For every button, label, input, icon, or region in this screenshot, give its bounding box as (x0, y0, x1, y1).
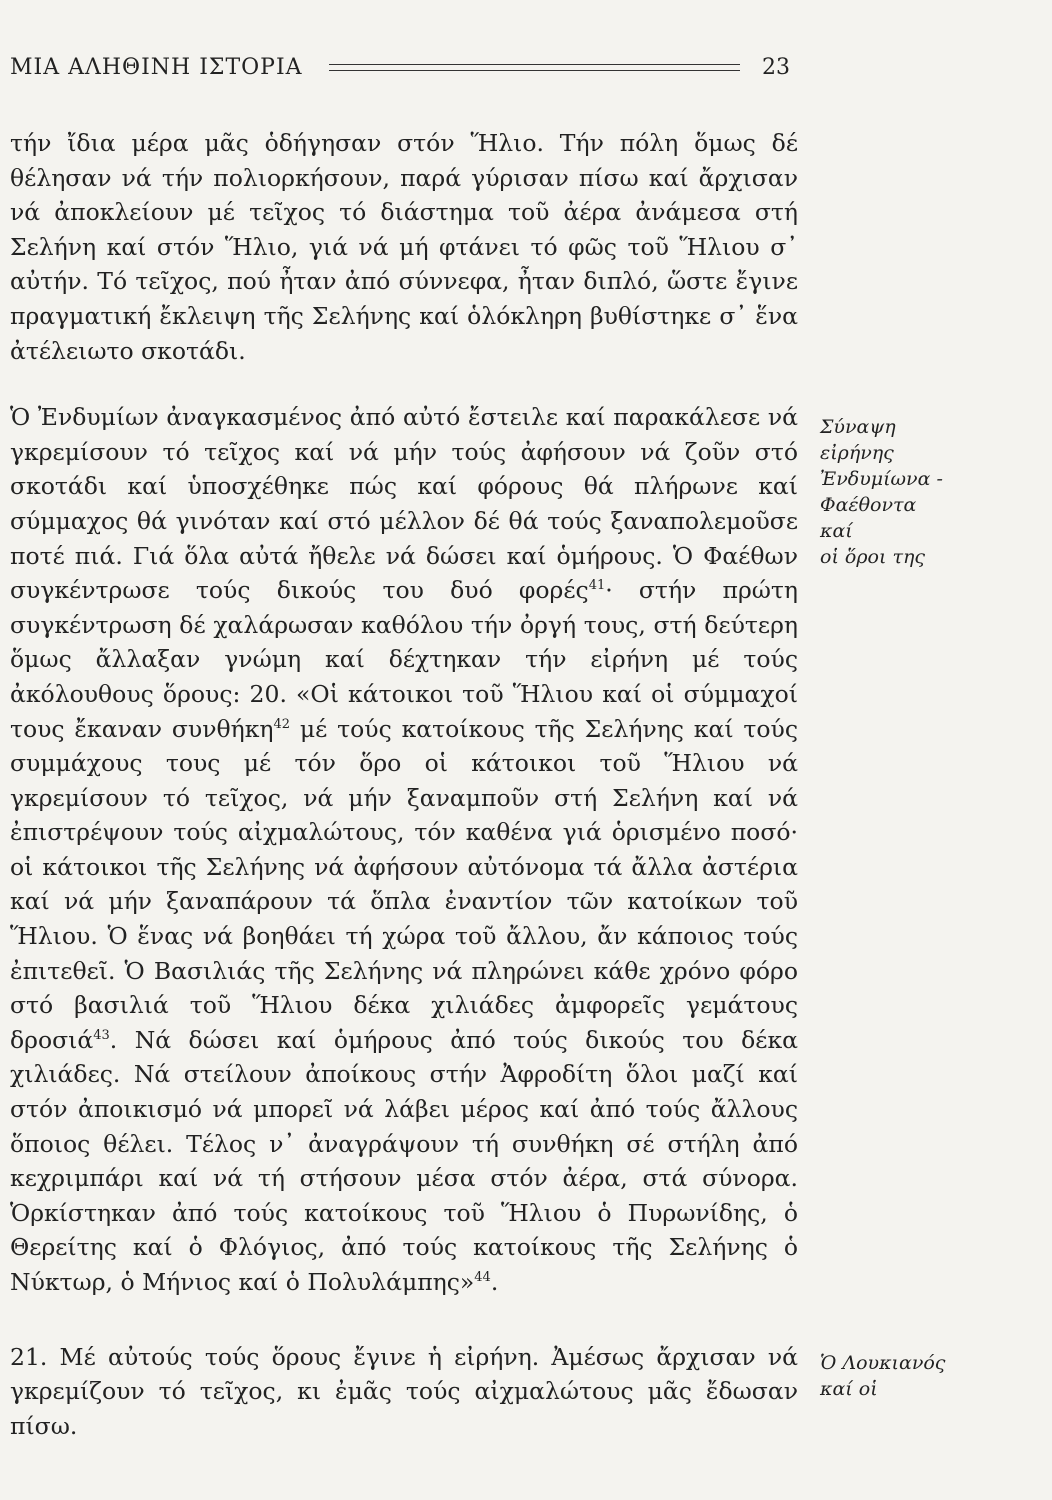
paragraph-2-part-4: . Νά δώσει καί ὁμήρους ἀπό τούς δικούς του δέκα χιλιάδες. Νά στείλουν ἀποίκους στήν Ἀφροδίτη ὅλοι μαζί καί στόν ἀποικισμό νά μπορεῖ νά λάβει μέρος καί ἀπό τούς ἄλλους ὅποιος θέλει. Τέλος ν᾽ ἀναγράψουν τή συνθήκη σέ στήλη ἀπό κεχριμπάρι καί νά τή στήσουν μέσα στόν ἀέρα, στά σύνορα. Ὁρκίστηκαν ἀπό τούς κατοίκους τοῦ Ἥλιου ὁ Πυρωνίδης, ὁ Θερείτης καί ὁ Φλόγιος, ἀπό τούς κατοίκους τῆς Σελήνης ὁ Νύκτωρ, ὁ Μήνιος καί ὁ Πολυλάμπης» (10, 1025, 798, 1296)
paragraph-2-part-3: μέ τούς κατοίκους τῆς Σελήνης καί τούς συμμάχους τους μέ τόν ὅρο οἱ κάτοικοι τοῦ Ἥλιου νά γκρεμίσουν τό τεῖχος, νά μήν ξαναμποῦν στή Σελήνη καί νά ἐπιστρέψουν τούς αἰχμαλώτους, τόν καθένα γιά ὁρισμένο ποσό· οἱ κάτοικοι τῆς Σελήνης νά ἀφήσουν αὐτόνομα τά ἄλλα ἀστέρια καί νά μήν ξαναπάρουν τά ὅπλα ἐναντίον τῶν κατοίκων τοῦ Ἥλιου. Ὁ ἕνας νά βοηθάει τή χώρα τοῦ ἄλλου, ἄν κάποιος τούς ἐπιτεθεῖ. Ὁ Βασιλιάς τῆς Σελήνης νά πληρώνει κάθε χρόνο φόρο στό βασιλιά τοῦ Ἥλιου δέκα χιλιάδες ἀμφορεῖς γεμάτους δροσιά (10, 714, 798, 1054)
running-title: ΜΙΑ ΑΛΗΘΙΝΗ ΙΣΤΟΡΙΑ (10, 54, 303, 80)
header-rule (329, 64, 740, 71)
margin-note-line: οἱ ὅροι της (820, 546, 926, 568)
paragraph-2 (10, 400, 798, 1299)
margin-note-line: εἰρήνης (820, 442, 894, 464)
margin-note-line: Ὁ Λουκιανός (820, 1352, 946, 1374)
margin-note-line: Σύναψη (820, 416, 896, 438)
margin-note-lucian (820, 1350, 1020, 1402)
margin-note-line: καί οἱ (820, 1378, 878, 1400)
margin-note-peace-treaty (820, 414, 1020, 570)
margin-note-line: καί (820, 520, 853, 542)
margin-note-line: Ἐνδυμίωνα - (820, 468, 943, 490)
footnote-ref-41: 41 (588, 578, 606, 594)
paragraph-3: 21. Μέ αὐτούς τούς ὅρους ἔγινε ἡ εἰρήνη. Ἀμέσως ἄρχισαν νά γκρεμίζουν τό τεῖχος, κι ἐμᾶς τούς αἰχμαλώτους μᾶς ἔδωσαν πίσω. (10, 1342, 798, 1440)
paragraph-2-part-1: Ὁ Ἐνδυμίων ἀναγκασμένος ἀπό αὐτό ἔστειλε καί παρακάλεσε νά γκρεμίσουν τό τεῖχος καί νά μήν τούς ἀφήσουν νά ζοῦν στό σκοτάδι καί ὑποσχέθηκε πώς καί φόρους θά πλήρωνε καί σύμμαχος θά γινόταν καί στό μέλλον δέ θά τούς ξαναπολεμοῦσε ποτέ πιά. Γιά ὅλα αὐτά ἤθελε νά δώσει καί ὁμήρους. Ὁ Φαέθων συγκέντρωσε τούς δικούς του δυό φορές (10, 403, 798, 605)
margin-note-line: Φαέθοντα (820, 494, 917, 516)
main-text (10, 126, 798, 1443)
footnote-ref-44: 44 (474, 1270, 491, 1286)
running-header (10, 52, 790, 82)
paragraph-1: τήν ἴδια μέρα μᾶς ὁδήγησαν στόν Ἥλιο. Τήν πόλη ὅμως δέ θέλησαν νά τήν πολιορκήσουν, παρά γύρισαν πίσω καί ἄρχισαν νά ἀποκλείουν μέ τεῖχος τό διάστημα τοῦ ἀέρα ἀνάμεσα στή Σελήνη καί στόν Ἥλιο, γιά νά μή φτάνει τό φῶς τοῦ Ἥλιου σ᾽ αὐτήν. Τό τεῖχος, πού ἦταν ἀπό σύννεφα, ἦταν διπλό, ὥστε ἔγινε πραγματική ἔκλειψη τῆς Σελήνης καί ὁλόκληρη βυθίστηκε σ᾽ ἕνα ἀτέλειωτο σκοτάδι. (10, 129, 798, 365)
page-number: 23 (762, 54, 790, 80)
paragraph-2-part-5: . (490, 1268, 499, 1296)
footnote-ref-42: 42 (273, 716, 291, 732)
paragraph-2-part-2: · στήν πρώτη συγκέντρωση δέ χαλάρωσαν καθόλου τήν ὀργή τους, στή δεύτερη ὅμως ἄλλαξαν γνώμη καί δέχτηκαν τήν εἰρήνη μέ τούς ἀκόλουθους ὅρους: 20. «Οἱ κάτοικοι τοῦ Ἥλιου καί οἱ σύμμαχοί τους ἔκαναν συνθήκη (10, 576, 798, 743)
footnote-ref-43: 43 (93, 1028, 110, 1044)
